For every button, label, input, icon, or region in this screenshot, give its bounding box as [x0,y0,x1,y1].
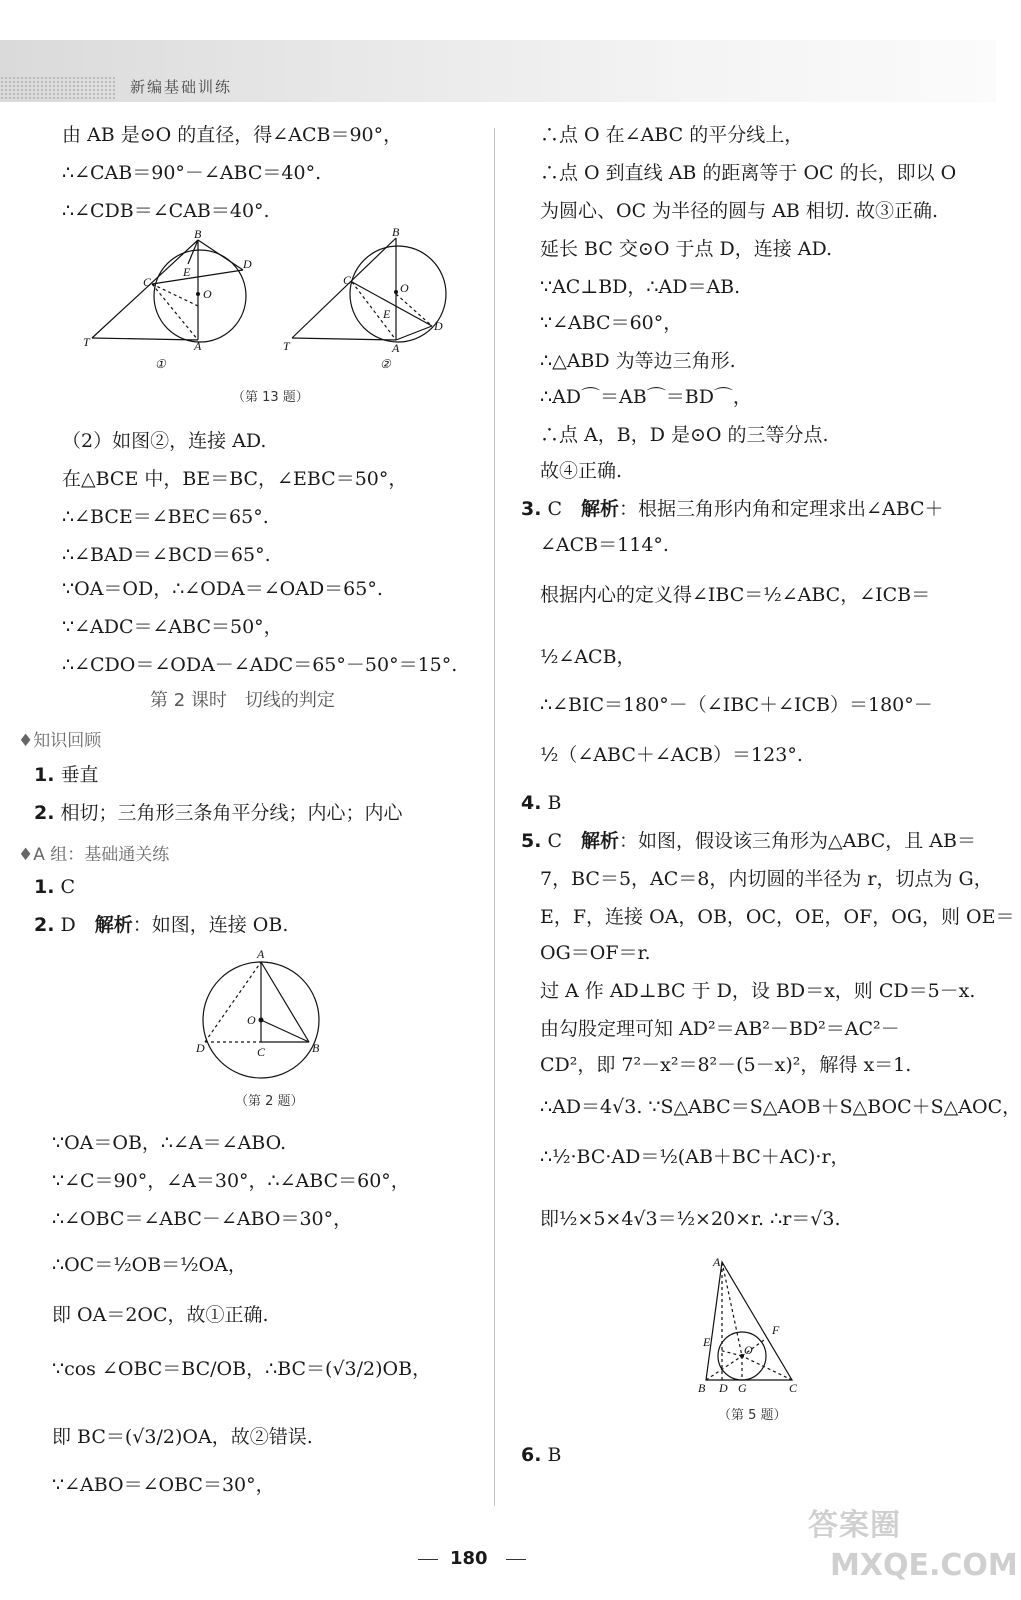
text-line: 故④正确. [540,460,623,482]
svg-text:E: E [183,265,191,279]
answer-item: 4. B [521,792,562,814]
text-line: ∵∠ABO＝∠OBC＝30°， [52,1474,275,1496]
text-line: 即 OA＝2OC，故①正确. [52,1304,269,1326]
column-divider [494,128,495,1506]
svg-text:E: E [383,307,391,321]
text-line: ∵∠ABC＝60°， [540,312,683,334]
text-line: 由 AB 是⊙O 的直径，得∠ACB＝90°， [62,124,403,146]
svg-text:B: B [194,227,202,241]
svg-text:A: A [392,341,400,355]
figure-13-1 [92,240,246,342]
text-line: ∴AD＝4√3. ∵S△ABC＝S△AOB＋S△BOC＋S△AOC， [540,1096,1021,1118]
text-line: E，F，连接 OA，OB，OC，OE，OF，OG，则 OE＝ [540,906,1015,928]
svg-text:O: O [400,281,409,295]
header-title: 新编基础训练 [130,78,233,96]
text-line: ∴△ABD 为等边三角形. [540,350,736,372]
svg-text:O: O [247,1013,256,1027]
svg-text:F: F [772,1323,780,1337]
svg-text:C: C [143,275,152,289]
answer-item: 2. 相切；三角形三条角平分线；内心；内心 [34,802,403,824]
answer-item: 5. C 解析：如图，假设该三角形为△ABC，且 AB＝ [521,830,976,852]
figure-5 [692,1254,802,1394]
svg-text:B: B [698,1381,706,1395]
svg-text:T: T [283,339,290,353]
text-line: ∴点 A，B，D 是⊙O 的三等分点. [540,424,829,446]
answer-item: 6. B [521,1444,562,1466]
text-line: ∵∠ADC＝∠ABC＝50°， [62,616,283,638]
text-line: ∵OA＝OD，∴∠ODA＝∠OAD＝65°. [62,578,383,600]
page-number-dash-right [506,1559,526,1560]
page-number-dash-left [418,1559,438,1560]
text-line: ∵∠C＝90°，∠A＝30°，∴∠ABC＝60°， [52,1170,410,1192]
svg-text:D: D [196,1041,205,1055]
text-line: 延长 BC 交⊙O 于点 D，连接 AD. [540,238,833,260]
text-line: 过 A 作 AD⊥BC 于 D，设 BD＝x，则 CD＝5－x. [540,980,976,1002]
svg-text:A: A [194,339,202,353]
svg-text:D: D [243,257,252,271]
svg-text:O: O [203,287,212,301]
section-title: 第 2 课时 切线的判定 [150,690,335,711]
text-line: ∴½·BC·AD＝½(AB＋BC＋AC)·r， [540,1146,850,1168]
text-line: ∴∠CDB＝∠CAB＝40°. [62,200,270,222]
text-line: （2）如图②，连接 AD. [62,430,267,452]
watermark-url: MXQE.COM [830,1548,1018,1583]
text-line: ∵AC⊥BD，∴AD＝AB. [540,276,741,298]
svg-text:G: G [738,1381,747,1395]
group-heading: ♦A 组：基础通关练 [18,845,170,865]
text-line: ∴∠CAB＝90°－∠ABC＝40°. [62,162,322,184]
svg-text:D: D [719,1381,728,1395]
figure-13-2 [292,238,446,342]
svg-text:B: B [312,1041,320,1055]
svg-text:B: B [392,225,400,239]
text-line: 即 BC＝(√3/2)OA，故②错误. [52,1426,313,1448]
figure-13 [80,225,470,378]
text-line: ∴∠CDO＝∠ODA－∠ADC＝65°－50°＝15°. [62,654,458,676]
text-line: ∴点 O 在∠ABC 的平分线上， [540,124,804,146]
answer-item: 3. C 解析：根据三角形内角和定理求出∠ABC＋ [521,498,944,520]
svg-text:D: D [434,319,443,333]
text-line: ∴∠BIC＝180°－（∠IBC＋∠ICB）＝180°－ [540,694,933,716]
answer-item: 1. C [34,876,76,898]
text-line: 根据内心的定义得∠IBC＝½∠ABC，∠ICB＝ [540,584,931,606]
figure-label-1: ① [155,357,166,371]
text-line: ∴OC＝½OB＝½OA， [52,1254,247,1276]
figure-2 [195,944,330,1084]
text-line: ∠ACB＝114°. [540,534,669,556]
svg-text:A: A [257,947,265,961]
text-line: 在△BCE 中，BE＝BC，∠EBC＝50°， [62,468,408,490]
text-line: ∴∠BCE＝∠BEC＝65°. [62,506,269,528]
text-line: ∴∠BAD＝∠BCD＝65°. [62,544,271,566]
text-line: ∴点 O 到直线 AB 的距离等于 OC 的长，即以 O [540,162,957,184]
figure-label-2: ② [380,357,391,371]
svg-text:C: C [343,273,352,287]
text-line: ∵OA＝OB，∴∠A＝∠ABO. [52,1132,287,1154]
figure-caption: （第 5 题） [718,1408,787,1423]
text-line: 即½×5×4√3＝½×20×r. ∴r＝√3. [540,1208,841,1230]
text-line: 由勾股定理可知 AD²＝AB²－BD²＝AC²－ [540,1018,900,1040]
svg-text:T: T [83,335,90,349]
answer-item: 2. D 解析：如图，连接 OB. [34,914,289,936]
svg-text:O: O [744,1343,753,1357]
header-dot-pattern [0,76,115,100]
text-line: ∴∠OBC＝∠ABC－∠ABO＝30°， [52,1208,353,1230]
text-line: 7，BC＝5，AC＝8，内切圆的半径为 r，切点为 G， [540,868,993,890]
figure-caption: （第 2 题） [235,1094,304,1109]
text-line: ½∠ACB， [540,646,636,668]
figure-caption: （第 13 题） [232,390,309,405]
text-line: CD²，即 7²－x²＝8²－(5－x)²，解得 x＝1. [540,1054,912,1076]
text-line: ∴AD⌒＝AB⌒＝BD⌒， [540,386,752,408]
svg-text:C: C [257,1045,266,1059]
page-number: 180 [450,1548,488,1569]
svg-text:C: C [789,1381,798,1395]
svg-text:A: A [713,1255,721,1269]
svg-text:E: E [703,1335,711,1349]
text-line: OG＝OF＝r. [540,942,651,964]
knowledge-heading: ♦知识回顾 [18,731,102,751]
text-line: 为圆心、OC 为半径的圆与 AB 相切. 故③正确. [540,200,939,222]
text-line: ½（∠ABC＋∠ACB）＝123°. [540,744,803,766]
text-line: ∵cos ∠OBC＝BC/OB，∴BC＝(√3/2)OB， [52,1358,432,1380]
watermark-text: 答案圈 [808,1508,901,1543]
answer-item: 1. 垂直 [34,764,99,786]
